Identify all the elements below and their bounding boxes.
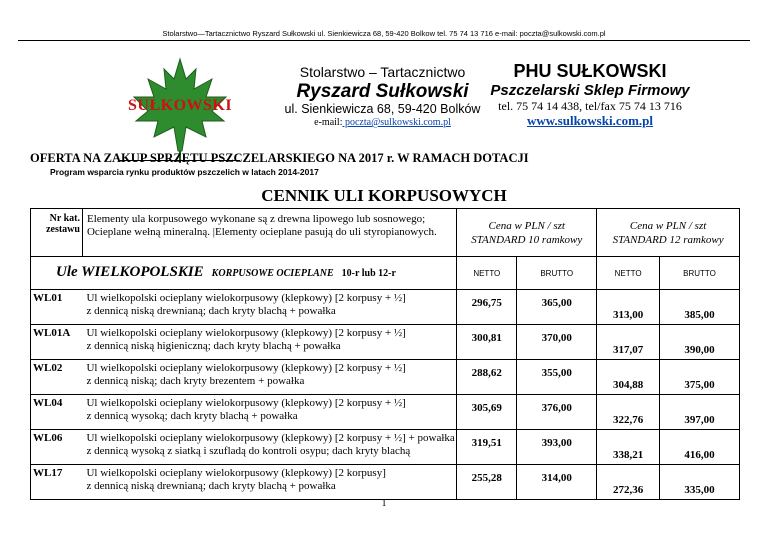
row-description-line2: z dennicą wysoką z siatką i szufladą do kontroli osypu; dach kryty blachą [86,445,411,457]
email-link[interactable]: poczta@sulkowski.com.pl [342,117,451,128]
document-top-header: Stolarstwo—Tartacznictwo Ryszard Sułkowski ul. Sienkiewicza 68, 59-420 Bolkow tel. 75 74 13 716 e-mail: poczta@sulkowski.com.pl [162,29,606,38]
row-description [82,325,456,360]
row-description [82,290,456,325]
company-address: ul. Sienkiewicza 68, 59-420 Bolków [284,102,481,116]
row-description-line1: Ul wielkopolski ocieplany wielokorpusowy (klepkowy) [2 korpusy + ½] [86,327,406,339]
company-trade: Stolarstwo – Tartacznictwo [299,64,466,80]
row-code: WL01 [31,290,83,325]
netto-10-header: NETTO [457,257,517,290]
row-brutto-12: 385,00 [660,290,740,325]
row-brutto-10: 355,00 [517,360,597,395]
row-brutto-12: 375,00 [660,360,740,395]
row-description [82,430,456,465]
section-title: Ule WIELKOPOLSKIE KORPUSOWE OCIEPLANE 10-r lub 12-r [31,257,457,290]
row-description [82,465,456,500]
table-header-row [31,209,740,257]
header-description: Elementy ula korpusowego wykonane są z drewna lipowego lub sosnowego; Ocieplane wełną mineralną. |Elementy ocieplane pasują do uli styropianowych. [82,209,456,257]
table-row [31,325,740,360]
row-brutto-10: 365,00 [517,290,597,325]
row-description-line1: Ul wielkopolski ocieplany wielokorpusowy (klepkowy) [2 korpusy] [86,467,386,479]
table-row [31,465,740,500]
email-label: e-mail: [314,117,343,128]
row-brutto-12: 335,00 [660,465,740,500]
brutto-12-header: BRUTTO [660,257,740,290]
row-netto-10: 305,69 [457,395,517,430]
brutto-10-header: BRUTTO [517,257,597,290]
row-description [82,360,456,395]
row-netto-10: 296,75 [457,290,517,325]
row-netto-10: 288,62 [457,360,517,395]
row-netto-12: 304,88 [597,360,660,395]
row-brutto-12: 390,00 [660,325,740,360]
offer-title: OFERTA NA ZAKUP SPRZĘTU PSZCZELARSKIEGO NA 2017 r. W RAMACH DOTACJI [30,151,529,165]
program-subtitle: Program wsparcia rynku produktów pszczelich w latach 2014-2017 [50,167,319,177]
company-email-line [265,117,500,128]
row-netto-12: 313,00 [597,290,660,325]
price-list-title: CENNIK ULI KORPUSOWYCH [261,186,507,205]
row-netto-10: 255,28 [457,465,517,500]
row-code: WL02 [31,360,83,395]
logo-text: SUŁKOWSKI [128,97,233,114]
row-netto-10: 300,81 [457,325,517,360]
row-description-line1: Ul wielkopolski ocieplany wielokorpusowy (klepkowy) [2 korpusy + ½] [86,397,406,409]
row-description-line1: Ul wielkopolski ocieplany wielokorpusowy (klepkowy) [2 korpusy + ½] [86,292,406,304]
price-table [30,208,740,500]
row-description-line2: z dennicą niską; dach kryty brezentem + powałka [86,375,305,387]
netto-12-header: NETTO [597,257,660,290]
table-row [31,290,740,325]
table-row [31,395,740,430]
row-code: WL17 [31,465,83,500]
header-price-12: Cena w PLN / szt STANDARD 12 ramkowy [597,209,740,257]
row-description-line2: z dennicą niską drewnianą; dach kryty blachą + powałka [86,305,336,317]
table-row [31,430,740,465]
row-description-line1: Ul wielkopolski ocieplany wielokorpusowy (klepkowy) [2 korpusy + ½] [86,362,406,374]
row-description [82,395,456,430]
row-brutto-10: 376,00 [517,395,597,430]
row-description-line2: z dennicą niską drewnianą; dach kryty blachą + powałka [86,480,336,492]
table-row [31,360,740,395]
header-price-10: Cena w PLN / szt STANDARD 10 ramkowy [457,209,597,257]
row-code: WL06 [31,430,83,465]
shop-phone: tel. 75 74 14 438, tel/fax 75 74 13 716 [498,99,682,113]
row-brutto-12: 416,00 [660,430,740,465]
header-catalog-number: Nr kat. zestawu [31,209,83,257]
row-brutto-12: 397,00 [660,395,740,430]
row-netto-12: 338,21 [597,430,660,465]
page-number: 1 [381,498,387,509]
row-brutto-10: 393,00 [517,430,597,465]
row-netto-12: 317,07 [597,325,660,360]
row-code: WL01A [31,325,83,360]
row-description-line2: z dennicą wysoką; dach kryty blachą + powałka [86,410,298,422]
section-header-row [31,257,740,290]
header-divider [18,40,750,41]
website-link[interactable]: www.sulkowski.com.pl [526,113,654,128]
row-netto-10: 319,51 [457,430,517,465]
row-code: WL04 [31,395,83,430]
row-brutto-10: 314,00 [517,465,597,500]
shop-subtitle: Pszczelarski Sklep Firmowy [490,82,690,99]
company-owner: Ryszard Sułkowski [296,81,469,102]
row-brutto-10: 370,00 [517,325,597,360]
row-description-line2: z dennicą niską higieniczną; dach kryty blachą + powałka [86,340,341,352]
row-netto-12: 322,76 [597,395,660,430]
row-description-line1: Ul wielkopolski ocieplany wielokorpusowy (klepkowy) [2 korpusy + ½] + powałka [86,432,455,444]
row-netto-12: 272,36 [597,465,660,500]
shop-name: PHU SUŁKOWSKI [513,61,667,81]
